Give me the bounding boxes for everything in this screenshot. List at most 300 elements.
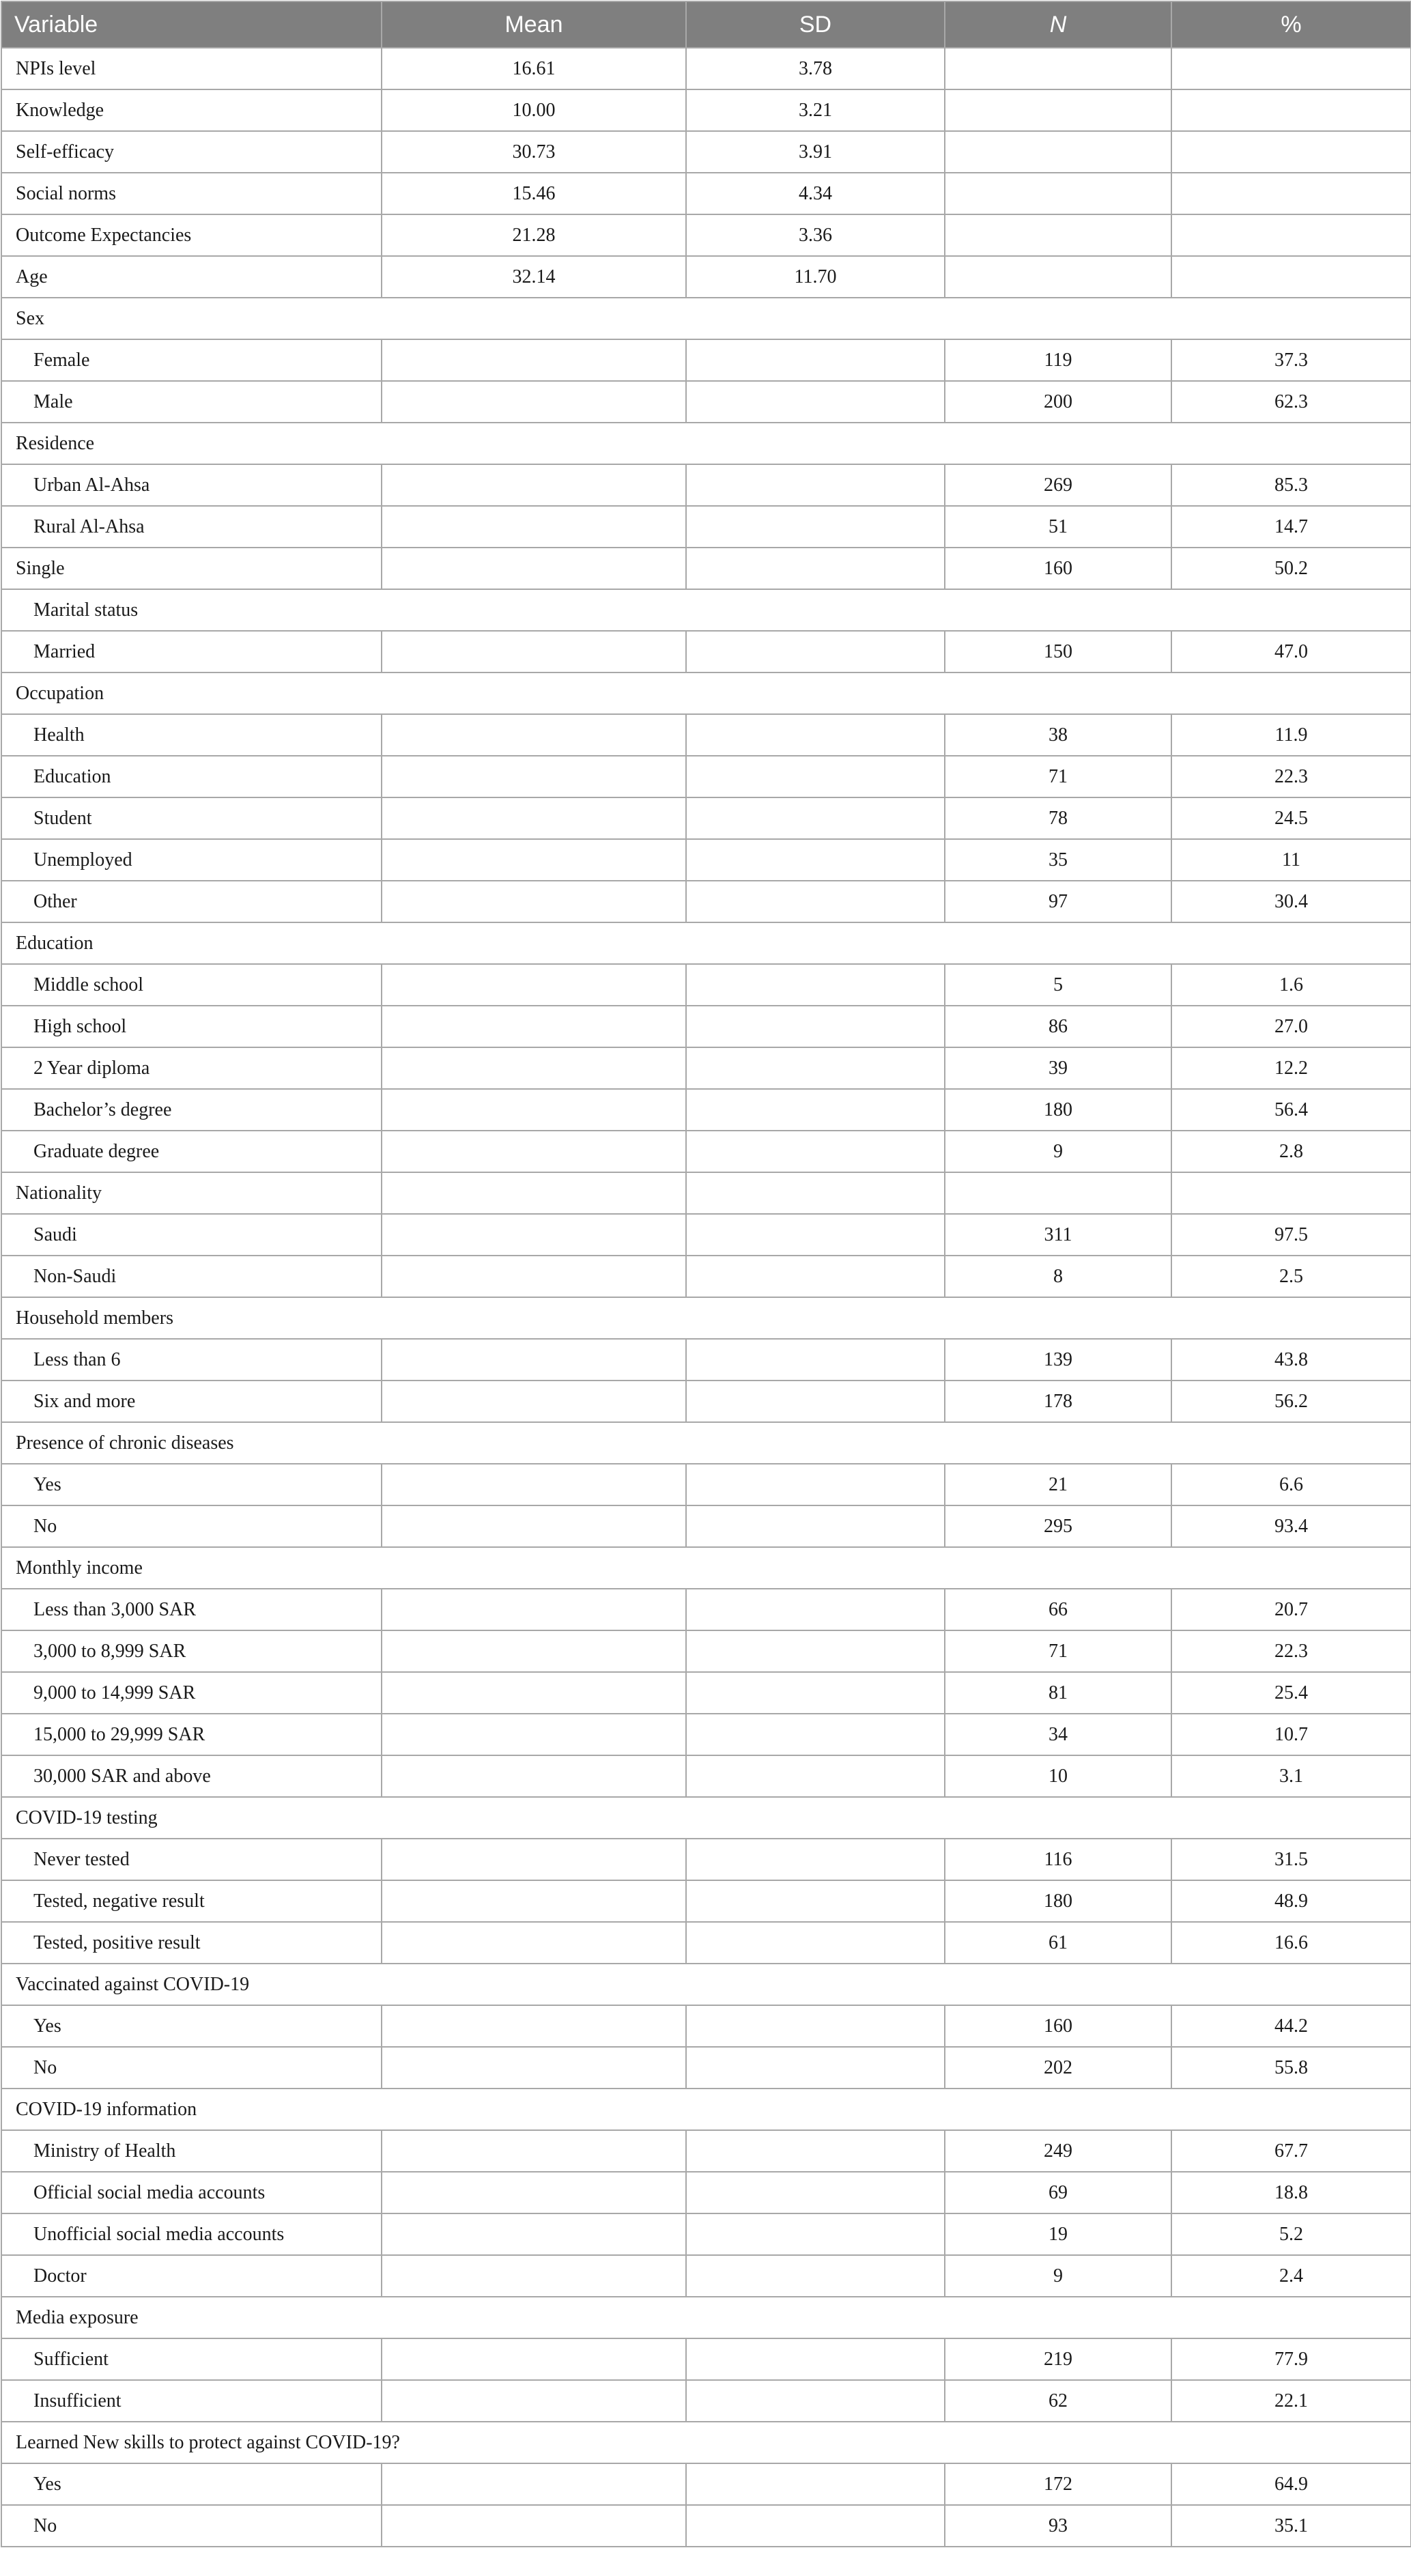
category-row — [1, 464, 1411, 506]
table-body — [1, 48, 1411, 2547]
table-header — [1, 1, 1411, 48]
n-cell — [945, 89, 1171, 131]
category-row — [1, 1839, 1411, 1880]
category-row — [1, 1630, 1411, 1672]
sd-cell — [686, 1131, 945, 1172]
n-cell: 38 — [945, 714, 1171, 756]
sd-cell — [686, 2505, 945, 2547]
sd-cell — [686, 1256, 945, 1297]
n-cell: 19 — [945, 2213, 1171, 2255]
percent-cell: 56.4 — [1171, 1089, 1411, 1131]
mean-cell — [382, 1589, 686, 1630]
section-label: COVID-19 information — [1, 2089, 1411, 2130]
mean-cell — [382, 1922, 686, 1964]
sd-cell — [686, 1089, 945, 1131]
n-cell: 311 — [945, 1214, 1171, 1256]
category-label: Non-Saudi — [1, 1256, 382, 1297]
section-row — [1, 1797, 1411, 1839]
sd-cell — [686, 714, 945, 756]
header-n: N — [945, 1, 1171, 48]
sd-cell — [686, 631, 945, 673]
stat-row — [1, 214, 1411, 256]
percent-cell: 56.2 — [1171, 1381, 1411, 1422]
n-cell: 116 — [945, 1839, 1171, 1880]
sd-cell — [686, 381, 945, 423]
n-cell: 150 — [945, 631, 1171, 673]
category-label: 15,000 to 29,999 SAR — [1, 1714, 382, 1755]
category-label: Sufficient — [1, 2338, 382, 2380]
section-label: Education — [1, 922, 1411, 964]
n-cell: 62 — [945, 2380, 1171, 2422]
percent-cell: 2.5 — [1171, 1256, 1411, 1297]
subsection-row — [1, 589, 1411, 631]
category-label: Male — [1, 381, 382, 423]
sd-cell — [686, 964, 945, 1006]
mean-cell — [382, 1505, 686, 1547]
category-label: 3,000 to 8,999 SAR — [1, 1630, 382, 1672]
percent-cell — [1171, 214, 1411, 256]
percent-cell: 47.0 — [1171, 631, 1411, 673]
category-row — [1, 631, 1411, 673]
section-row — [1, 922, 1411, 964]
sd-cell — [686, 2255, 945, 2297]
sd-cell — [686, 1464, 945, 1505]
percent-cell — [1171, 173, 1411, 214]
percent-cell: 30.4 — [1171, 881, 1411, 922]
header-variable: Variable — [1, 1, 382, 48]
sd-cell: 11.70 — [686, 256, 945, 298]
section-label: Learned New skills to protect against COVID-19? — [1, 2422, 1411, 2463]
mean-cell — [382, 631, 686, 673]
mean-cell: 10.00 — [382, 89, 686, 131]
category-row — [1, 1505, 1411, 1547]
category-label: Less than 3,000 SAR — [1, 1589, 382, 1630]
sd-cell — [686, 548, 945, 589]
category-label: Health — [1, 714, 382, 756]
section-label: Monthly income — [1, 1547, 1411, 1589]
header-mean: Mean — [382, 1, 686, 48]
mean-cell — [382, 1089, 686, 1131]
section-label: Vaccinated against COVID-19 — [1, 1964, 1411, 2005]
stat-row — [1, 48, 1411, 89]
sd-cell — [686, 339, 945, 381]
section-row — [1, 673, 1411, 714]
category-label: High school — [1, 1006, 382, 1047]
category-label: Six and more — [1, 1381, 382, 1422]
mean-cell — [382, 1256, 686, 1297]
mean-cell — [382, 756, 686, 797]
stat-row — [1, 256, 1411, 298]
n-cell: 34 — [945, 1714, 1171, 1755]
sd-cell: 4.34 — [686, 173, 945, 214]
sd-cell — [686, 2172, 945, 2213]
section-label: Occupation — [1, 673, 1411, 714]
section-row — [1, 2089, 1411, 2130]
percent-cell: 5.2 — [1171, 2213, 1411, 2255]
mean-cell — [382, 2505, 686, 2547]
mean-cell — [382, 548, 686, 589]
sd-cell — [686, 839, 945, 881]
category-row — [1, 2505, 1411, 2547]
section-row — [1, 1297, 1411, 1339]
n-cell: 5 — [945, 964, 1171, 1006]
category-row — [1, 1131, 1411, 1172]
percent-cell — [1171, 256, 1411, 298]
sd-cell — [686, 2047, 945, 2089]
section-label: Nationality — [1, 1172, 382, 1214]
variable-cell: Self-efficacy — [1, 131, 382, 173]
category-label: Unofficial social media accounts — [1, 2213, 382, 2255]
percent-cell: 16.6 — [1171, 1922, 1411, 1964]
section-row — [1, 2422, 1411, 2463]
category-label: Tested, negative result — [1, 1880, 382, 1922]
mean-cell — [382, 1839, 686, 1880]
sd-cell — [686, 1505, 945, 1547]
percent-cell: 12.2 — [1171, 1047, 1411, 1089]
category-row — [1, 1880, 1411, 1922]
sd-cell — [686, 2005, 945, 2047]
n-cell: 81 — [945, 1672, 1171, 1714]
percent-cell: 27.0 — [1171, 1006, 1411, 1047]
category-label: Less than 6 — [1, 1339, 382, 1381]
n-cell: 93 — [945, 2505, 1171, 2547]
mean-cell — [382, 1672, 686, 1714]
sd-cell — [686, 1630, 945, 1672]
category-row — [1, 1339, 1411, 1381]
percent-cell: 37.3 — [1171, 339, 1411, 381]
mean-cell — [382, 2380, 686, 2422]
n-cell: 71 — [945, 1630, 1171, 1672]
mean-cell — [382, 2463, 686, 2505]
category-label: 2 Year diploma — [1, 1047, 382, 1089]
sd-cell: 3.21 — [686, 89, 945, 131]
category-label: Married — [1, 631, 382, 673]
percent-cell: 64.9 — [1171, 2463, 1411, 2505]
sd-cell — [686, 1214, 945, 1256]
percent-cell: 67.7 — [1171, 2130, 1411, 2172]
category-label: Urban Al-Ahsa — [1, 464, 382, 506]
category-label: Yes — [1, 2463, 382, 2505]
category-row — [1, 881, 1411, 922]
sd-cell: 3.91 — [686, 131, 945, 173]
n-cell: 160 — [945, 2005, 1171, 2047]
variable-cell: NPIs level — [1, 48, 382, 89]
mean-cell — [382, 964, 686, 1006]
mean-cell — [382, 1630, 686, 1672]
mean-cell — [382, 339, 686, 381]
n-cell — [945, 173, 1171, 214]
section-label: Presence of chronic diseases — [1, 1422, 1411, 1464]
n-cell: 172 — [945, 2463, 1171, 2505]
mean-cell — [382, 1381, 686, 1422]
n-cell: 39 — [945, 1047, 1171, 1089]
category-label: Education — [1, 756, 382, 797]
category-label: Doctor — [1, 2255, 382, 2297]
category-row — [1, 2005, 1411, 2047]
n-cell: 269 — [945, 464, 1171, 506]
percent-cell: 2.4 — [1171, 2255, 1411, 2297]
mean-cell — [382, 1464, 686, 1505]
n-cell: 202 — [945, 2047, 1171, 2089]
category-row — [1, 1047, 1411, 1089]
sd-cell — [686, 756, 945, 797]
sd-cell — [686, 1672, 945, 1714]
percent-cell: 18.8 — [1171, 2172, 1411, 2213]
percent-cell: 97.5 — [1171, 1214, 1411, 1256]
n-cell — [945, 214, 1171, 256]
n-cell: 180 — [945, 1880, 1171, 1922]
category-row — [1, 1089, 1411, 1131]
n-cell: 66 — [945, 1589, 1171, 1630]
sd-cell — [686, 2380, 945, 2422]
n-cell: 71 — [945, 756, 1171, 797]
percent-cell: 25.4 — [1171, 1672, 1411, 1714]
category-label: Rural Al-Ahsa — [1, 506, 382, 548]
n-cell: 9 — [945, 2255, 1171, 2297]
percent-cell: 77.9 — [1171, 2338, 1411, 2380]
sd-cell — [686, 1172, 945, 1214]
category-row — [1, 1672, 1411, 1714]
category-row — [1, 1214, 1411, 1256]
sd-cell — [686, 881, 945, 922]
n-cell: 200 — [945, 381, 1171, 423]
percent-cell: 43.8 — [1171, 1339, 1411, 1381]
sd-cell — [686, 1714, 945, 1755]
category-label: Graduate degree — [1, 1131, 382, 1172]
mean-cell: 15.46 — [382, 173, 686, 214]
sd-cell — [686, 1922, 945, 1964]
mean-cell: 16.61 — [382, 48, 686, 89]
percent-cell: 1.6 — [1171, 964, 1411, 1006]
sd-cell — [686, 1339, 945, 1381]
category-row — [1, 2463, 1411, 2505]
percent-cell: 11.9 — [1171, 714, 1411, 756]
category-row — [1, 2047, 1411, 2089]
mean-cell — [382, 1172, 686, 1214]
category-row — [1, 381, 1411, 423]
category-row — [1, 506, 1411, 548]
mean-cell — [382, 1006, 686, 1047]
percent-cell: 22.3 — [1171, 756, 1411, 797]
percent-cell: 24.5 — [1171, 797, 1411, 839]
mean-cell — [382, 2005, 686, 2047]
mean-cell — [382, 2172, 686, 2213]
percent-cell: 48.9 — [1171, 1880, 1411, 1922]
sd-cell — [686, 2213, 945, 2255]
category-label: No — [1, 2505, 382, 2547]
section-label: Marital status — [1, 589, 1411, 631]
sd-cell — [686, 2463, 945, 2505]
variable-cell: Knowledge — [1, 89, 382, 131]
mean-cell — [382, 1755, 686, 1797]
mean-cell — [382, 506, 686, 548]
percent-cell — [1171, 131, 1411, 173]
percent-cell: 3.1 — [1171, 1755, 1411, 1797]
stat-row — [1, 131, 1411, 173]
category-row — [1, 797, 1411, 839]
percent-cell: 11 — [1171, 839, 1411, 881]
category-label: Female — [1, 339, 382, 381]
section-label: Sex — [1, 298, 1411, 339]
section-label: COVID-19 testing — [1, 1797, 1411, 1839]
n-cell — [945, 131, 1171, 173]
percent-cell: 31.5 — [1171, 1839, 1411, 1880]
sd-cell — [686, 506, 945, 548]
section-row — [1, 423, 1411, 464]
percent-cell: 20.7 — [1171, 1589, 1411, 1630]
category-row — [1, 2338, 1411, 2380]
section-row — [1, 1172, 1411, 1214]
category-row — [1, 756, 1411, 797]
n-cell: 139 — [945, 1339, 1171, 1381]
category-row — [1, 1714, 1411, 1755]
category-label: No — [1, 1505, 382, 1547]
n-cell: 78 — [945, 797, 1171, 839]
category-row — [1, 2380, 1411, 2422]
percent-cell: 35.1 — [1171, 2505, 1411, 2547]
percent-cell: 22.3 — [1171, 1630, 1411, 1672]
n-cell: 180 — [945, 1089, 1171, 1131]
n-cell: 9 — [945, 1131, 1171, 1172]
category-label: 30,000 SAR and above — [1, 1755, 382, 1797]
mean-cell — [382, 881, 686, 922]
percent-cell: 6.6 — [1171, 1464, 1411, 1505]
category-row — [1, 339, 1411, 381]
mean-cell — [382, 464, 686, 506]
mean-cell — [382, 1714, 686, 1755]
mean-cell — [382, 1214, 686, 1256]
sd-cell: 3.36 — [686, 214, 945, 256]
category-row — [1, 2255, 1411, 2297]
header-row — [1, 1, 1411, 48]
n-cell — [945, 48, 1171, 89]
sd-cell — [686, 1755, 945, 1797]
n-cell: 61 — [945, 1922, 1171, 1964]
section-row — [1, 1547, 1411, 1589]
n-cell: 219 — [945, 2338, 1171, 2380]
variable-cell: Outcome Expectancies — [1, 214, 382, 256]
mean-cell — [382, 1131, 686, 1172]
section-row — [1, 1422, 1411, 1464]
category-label: Single — [1, 548, 382, 589]
n-cell: 160 — [945, 548, 1171, 589]
category-row — [1, 1256, 1411, 1297]
descriptive-statistics-table — [1, 1, 1411, 2547]
mean-cell — [382, 2338, 686, 2380]
category-label: Unemployed — [1, 839, 382, 881]
category-label: Bachelor’s degree — [1, 1089, 382, 1131]
category-row — [1, 839, 1411, 881]
percent-cell: 55.8 — [1171, 2047, 1411, 2089]
section-label: Household members — [1, 1297, 1411, 1339]
n-cell: 10 — [945, 1755, 1171, 1797]
category-label: Ministry of Health — [1, 2130, 382, 2172]
percent-cell: 22.1 — [1171, 2380, 1411, 2422]
mean-cell — [382, 1047, 686, 1089]
mean-cell — [382, 2255, 686, 2297]
n-cell — [945, 256, 1171, 298]
variable-cell: Age — [1, 256, 382, 298]
section-row — [1, 1964, 1411, 2005]
category-row — [1, 1589, 1411, 1630]
percent-cell: 44.2 — [1171, 2005, 1411, 2047]
n-cell: 119 — [945, 339, 1171, 381]
n-cell — [945, 1172, 1171, 1214]
sd-cell — [686, 1880, 945, 1922]
category-row — [1, 2130, 1411, 2172]
sd-cell — [686, 2338, 945, 2380]
sd-cell — [686, 1589, 945, 1630]
percent-cell: 2.8 — [1171, 1131, 1411, 1172]
n-cell: 97 — [945, 881, 1171, 922]
category-row — [1, 1922, 1411, 1964]
category-label: Saudi — [1, 1214, 382, 1256]
section-row — [1, 298, 1411, 339]
n-cell: 295 — [945, 1505, 1171, 1547]
sd-cell — [686, 1381, 945, 1422]
category-row — [1, 1006, 1411, 1047]
mean-cell — [382, 2047, 686, 2089]
n-cell: 8 — [945, 1256, 1171, 1297]
category-label: Middle school — [1, 964, 382, 1006]
category-row — [1, 1755, 1411, 1797]
category-label: Insufficient — [1, 2380, 382, 2422]
category-label: Official social media accounts — [1, 2172, 382, 2213]
percent-cell — [1171, 1172, 1411, 1214]
sd-cell — [686, 1839, 945, 1880]
category-row — [1, 548, 1411, 589]
sd-cell — [686, 1047, 945, 1089]
category-label: Other — [1, 881, 382, 922]
mean-cell — [382, 797, 686, 839]
mean-cell — [382, 2213, 686, 2255]
category-label: No — [1, 2047, 382, 2089]
mean-cell — [382, 381, 686, 423]
n-cell: 86 — [945, 1006, 1171, 1047]
mean-cell — [382, 714, 686, 756]
mean-cell: 32.14 — [382, 256, 686, 298]
n-cell: 21 — [945, 1464, 1171, 1505]
variable-cell: Social norms — [1, 173, 382, 214]
mean-cell: 21.28 — [382, 214, 686, 256]
percent-cell: 50.2 — [1171, 548, 1411, 589]
header-sd: SD — [686, 1, 945, 48]
category-row — [1, 2213, 1411, 2255]
percent-cell — [1171, 48, 1411, 89]
percent-cell: 62.3 — [1171, 381, 1411, 423]
section-label: Media exposure — [1, 2297, 1411, 2338]
n-cell: 69 — [945, 2172, 1171, 2213]
sd-cell — [686, 1006, 945, 1047]
n-cell: 178 — [945, 1381, 1171, 1422]
category-label: Student — [1, 797, 382, 839]
category-row — [1, 1381, 1411, 1422]
percent-cell — [1171, 89, 1411, 131]
category-row — [1, 2172, 1411, 2213]
category-row — [1, 1464, 1411, 1505]
mean-cell — [382, 2130, 686, 2172]
sd-cell: 3.78 — [686, 48, 945, 89]
section-label: Residence — [1, 423, 1411, 464]
category-row — [1, 714, 1411, 756]
header-percent: % — [1171, 1, 1411, 48]
category-row — [1, 964, 1411, 1006]
n-cell: 51 — [945, 506, 1171, 548]
stat-row — [1, 89, 1411, 131]
sd-cell — [686, 797, 945, 839]
percent-cell: 10.7 — [1171, 1714, 1411, 1755]
sd-cell — [686, 2130, 945, 2172]
